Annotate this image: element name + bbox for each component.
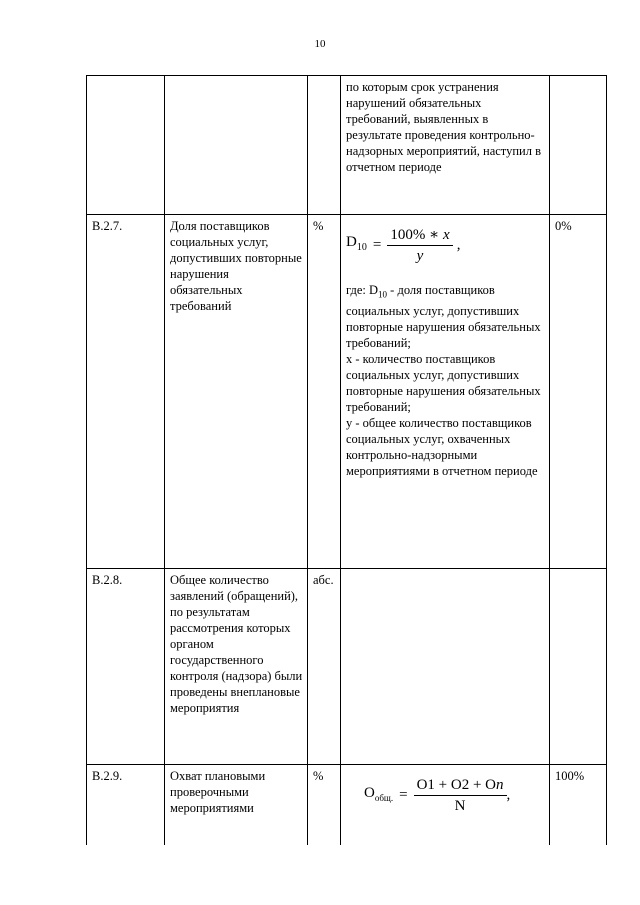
formula-lhs: $D_{10}$	[346, 234, 367, 253]
method-cell	[341, 765, 550, 845]
unit-cell: %	[308, 765, 341, 845]
formula-coverage	[364, 768, 545, 822]
formula-fraction	[414, 777, 507, 814]
table-row	[87, 569, 607, 765]
name-cell: Доля поставщиков социальных услуг, допустивших повторные нарушения обязательных требований	[165, 215, 308, 569]
unit-cell	[308, 76, 341, 215]
code-cell: В.2.7.	[87, 215, 165, 569]
formula-equals: =	[399, 787, 408, 803]
formula-equals: =	[372, 237, 382, 253]
target-cell	[550, 76, 607, 215]
page-number: 10	[314, 38, 326, 50]
formula-tail: ,	[456, 237, 461, 253]
target-cell: 100%	[550, 765, 607, 845]
table-row	[87, 76, 607, 215]
code-cell: В.2.8.	[87, 569, 165, 765]
code-cell: В.2.9.	[87, 765, 165, 845]
formula-lhs: $O_{общ.}$	[364, 784, 394, 803]
unit-cell: %	[308, 215, 341, 569]
target-cell	[550, 569, 607, 765]
formula-numerator: 100% ∗ x	[387, 227, 452, 246]
description-y: y - общее количество поставщиков социальных услуг, охваченных контрольно-надзорными мероприятиями в отчетном периоде	[346, 415, 538, 478]
name-cell	[165, 76, 308, 215]
formula-tail: ,	[506, 787, 511, 803]
method-cell	[341, 76, 550, 215]
formula-numerator: O1 + O2 + On	[414, 777, 507, 796]
indicators-table	[86, 75, 607, 845]
name-cell: Охват плановыми проверочными мероприятиями	[165, 765, 308, 845]
method-cell	[341, 215, 550, 569]
name-cell: Общее количество заявлений (обращений), по результатам рассмотрения которых органом государственного контроля (надзора) были проведены внеплановые мероприятия	[165, 569, 308, 765]
formula-d10	[346, 220, 545, 270]
table-row	[87, 765, 607, 845]
formula-denominator: N	[454, 797, 466, 814]
method-cell	[341, 569, 550, 765]
table-row	[87, 215, 607, 569]
continued-text: по которым срок устранения нарушений обязательных требований, выявленных в результате проведения контрольно-надзорных мероприятий, наступил в отчетном периоде	[346, 80, 541, 174]
target-cell: 0%	[550, 215, 607, 569]
formula-description: где: $D_{10}$ - доля поставщиков социальных услуг, допустивших повторные нарушения обязательных требований; x - количество поставщиков социальных услуг, допустивших повторные нарушения обязательных требований; y - общее количество поставщиков социальных услуг, охваченных контрольно-надзорными мероприятиями в отчетном периоде	[346, 282, 545, 479]
formula-denominator: y	[416, 247, 424, 264]
formula-fraction	[387, 227, 452, 264]
description-x: x - количество поставщиков социальных услуг, допустивших повторные нарушения обязательных требований;	[346, 351, 541, 414]
code-cell	[87, 76, 165, 215]
unit-cell: абс.	[308, 569, 341, 765]
